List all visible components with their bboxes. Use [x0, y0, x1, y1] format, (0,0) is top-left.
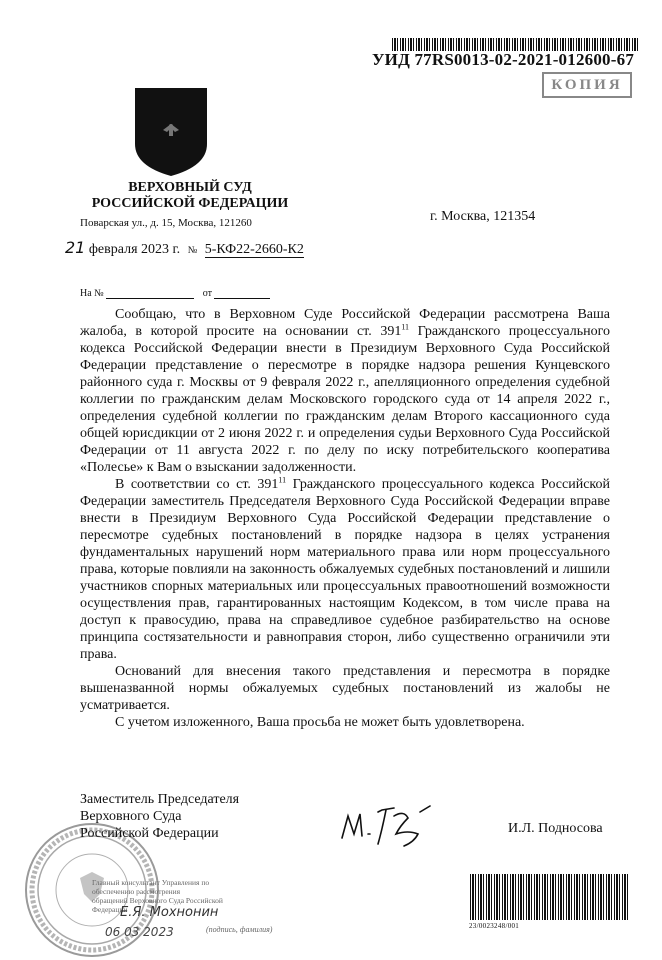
court-name-line1: ВЕРХОВНЫЙ СУД	[128, 180, 252, 195]
signatory-position-line1: Заместитель Председателя	[80, 792, 240, 807]
certification-stamp: Главный консультант Управления по обеспечению рассмотрения обращений Верховного Суда Российской Федерации	[92, 878, 223, 914]
signatory-name: И.Л. Подносова	[508, 821, 603, 836]
copy-stamp: КОПИЯ	[542, 72, 632, 98]
certification-date: 06 03 2023	[105, 925, 174, 939]
paragraph-1: Сообщаю, что в Верховном Суде Российской Федерации рассмотрена Ваша жалоба, в которой просите на основании ст. $391^{11}$ Гражданского процессуального кодекса Российской Федерации внести в Президиум Верховного Суда Российской Федерации представление о пересмотре в порядке надзора решения Кунцевского районного суда г. Москвы от 9 февраля 2022 г., апелляционного определения судебной коллегии по гражданским делам Московского городского суда от 14 апреля 2022 г., определения судебной коллегии по гражданским делам Второго кассационного суда общей юрисдикции от 2 июня 2022 г. и определения судьи Верховного Суда Российской Федерации от 11 августа 2022 г. по делу по иску потребительского кооператива «Полесье» к Вам о взыскании задолженности.	[80, 307, 611, 475]
ref-from-label: от	[202, 288, 212, 299]
coat-of-arms-emblem-icon	[133, 86, 209, 178]
signatory-position	[80, 791, 239, 842]
letter-number: 5-КФ22-2660-К2	[204, 242, 304, 257]
bottom-barcode	[470, 874, 630, 920]
ref-number-label: На №	[80, 288, 104, 299]
bottom-barcode-number: 23/0023248/001	[469, 922, 520, 930]
certification-handwritten-name: Е.Я. Мохнонин	[120, 905, 219, 920]
reference-line	[80, 288, 270, 299]
court-name-line2: РОССИЙСКОЙ ФЕДЕРАЦИИ	[91, 196, 289, 211]
letter-body	[80, 306, 610, 731]
recipient-city: г. Москва, 121354	[430, 209, 536, 224]
paragraph-4: С учетом изложенного, Ваша просьба не может быть удовлетворена.	[115, 715, 525, 730]
paragraph-3: Оснований для внесения такого представления и пересмотра в порядке вышеназванной нормы обжалуемых судебных постановлений из жалобы не усматривается.	[80, 664, 610, 713]
paragraph-2: В соответствии со ст. $391^{11}$ Гражданского процессуального кодекса Российской Федерации заместитель Председателя Верховного Суда Российской Федерации вправе внести в Президиум Верховного Суда Российской Федерации представление о пересмотре судебных постановлений в порядке надзора в целях устранения фундаментальных нарушений норм материального права или норм процессуального права, которые повлияли на законность обжалуемых судебных постановлений и лишили участников спорных материальных или процессуальных правоотношений возможности осуществления прав, гарантированных настоящим Кодексом, в том числе права на доступ к правосудию, права на справедливое судебное разбирательство на основе принципа состязательности и равноправия сторон, либо существенно ограничили эти права.	[80, 475, 610, 662]
handwritten-signature	[338, 800, 438, 850]
court-address: Поварская ул., д. 15, Москва, 121260	[80, 217, 252, 229]
certification-signature-label: (подпись, фамилия)	[206, 925, 273, 934]
letter-date-line	[65, 238, 304, 258]
letter-number-label: №	[187, 245, 198, 256]
signatory-position-line2: Верховного Суда	[80, 809, 182, 824]
letter-date-day: 21	[65, 238, 86, 257]
letter-date: февраля 2023 г.	[88, 242, 181, 257]
uid-number: УИД 77RS0013-02-2021-012600-67	[372, 50, 635, 69]
signatory-position-line3: Российской Федерации	[80, 826, 219, 841]
